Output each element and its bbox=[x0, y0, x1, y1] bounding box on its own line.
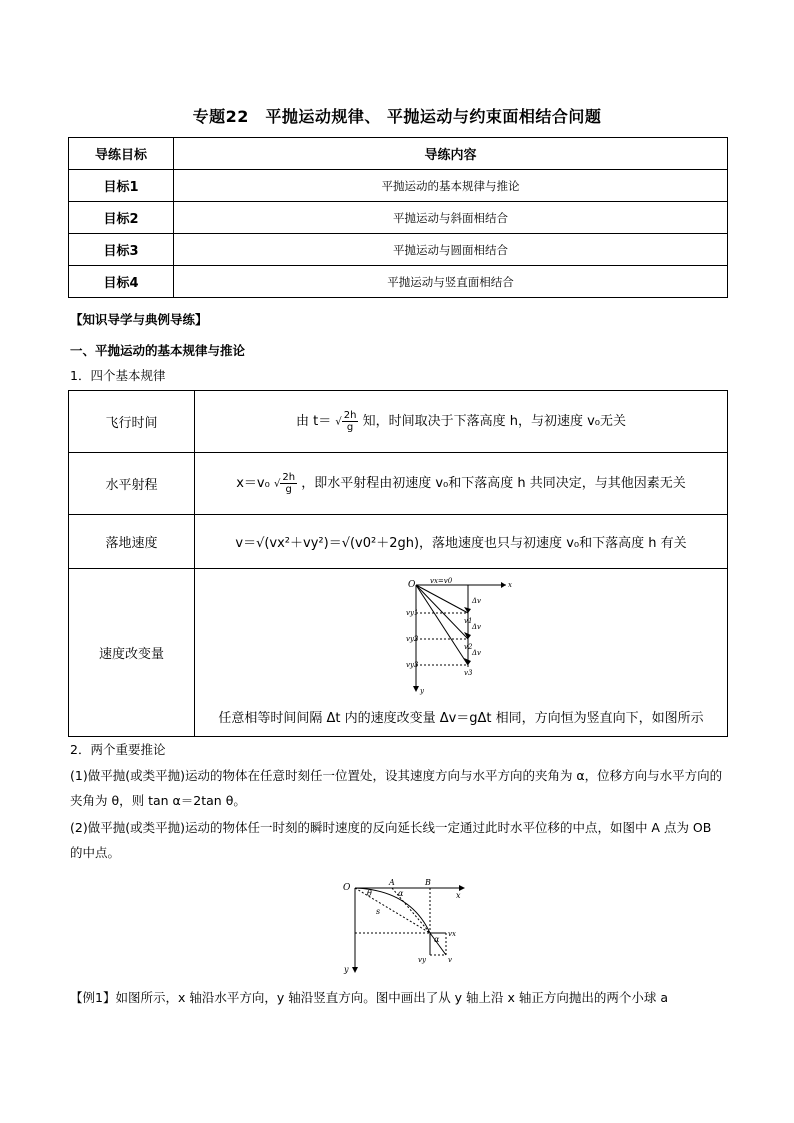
fig1-y: y bbox=[420, 687, 424, 695]
fig1-dv1: Δv bbox=[472, 597, 482, 605]
fig2-s: s bbox=[376, 907, 381, 916]
goal-cell: 目标3 bbox=[69, 234, 174, 266]
inference-2: (2)做平抛(或类平抛)运动的物体任一时刻的瞬时速度的反向延长线一定通过此时水平位移的中点，如图中 A 点为 OB 的中点。 bbox=[70, 820, 712, 860]
frac-denominator: g bbox=[285, 484, 292, 495]
fig1-origin: O bbox=[408, 580, 416, 590]
rule-text-post: 知，时间取决于下落高度 h，与初速度 v₀无关 bbox=[362, 414, 626, 429]
goal-cell: 目标1 bbox=[69, 170, 174, 202]
goal-cell: 目标4 bbox=[69, 266, 174, 298]
fig1-v1: v1 bbox=[464, 617, 473, 625]
sqrt-fraction: √ $\frac{2h}{g}$ bbox=[335, 410, 357, 433]
table-row bbox=[69, 170, 728, 202]
goal-content-cell: 平抛运动与斜面相结合 bbox=[174, 202, 728, 234]
fig2-vy: vy bbox=[418, 956, 426, 964]
table-row bbox=[69, 202, 728, 234]
fig1-caption: 任意相等时间间隔 Δt 内的速度改变量 Δv＝gΔt 相同，方向恒为竖直向下，如图所示 bbox=[218, 711, 704, 726]
rule-content bbox=[195, 391, 728, 453]
inference-figure bbox=[340, 878, 470, 978]
table-row bbox=[69, 515, 728, 569]
fig2-O: O bbox=[343, 883, 351, 893]
table-row bbox=[69, 234, 728, 266]
table-row bbox=[69, 266, 728, 298]
fig2-alpha1: α bbox=[398, 889, 404, 898]
fig1-v3: v3 bbox=[464, 669, 473, 677]
goals-table bbox=[68, 137, 728, 298]
rule-label: 速度改变量 bbox=[69, 569, 195, 737]
fig2-theta: θ bbox=[367, 889, 372, 898]
rule-label: 落地速度 bbox=[69, 515, 195, 569]
sqrt-fraction: √ $\frac{2h}{g}$ bbox=[273, 472, 296, 495]
rule-content bbox=[195, 453, 728, 515]
fig2-vx: vx bbox=[448, 930, 456, 938]
fig2-x: x bbox=[456, 891, 461, 900]
sub2-title: 2．两个重要推论 bbox=[70, 742, 166, 757]
rules-table bbox=[68, 390, 728, 737]
example-1: 【例1】如图所示，x 轴沿水平方向，y 轴沿竖直方向。图中画出了从 y 轴上沿 x 轴正方向抛出的两个小球 a bbox=[70, 990, 669, 1005]
goals-header-col2: 导练内容 bbox=[174, 138, 728, 170]
goal-cell: 目标2 bbox=[69, 202, 174, 234]
fig1-v2: v2 bbox=[464, 643, 473, 651]
table-row bbox=[69, 569, 728, 737]
fig1-dv2: Δv bbox=[472, 623, 482, 631]
sub1-title: 1．四个基本规律 bbox=[70, 368, 166, 383]
frac-numerator: 2h bbox=[343, 410, 357, 421]
rule-text-post: ，即水平射程由初速度 v₀和下落高度 h 共同决定，与其他因素无关 bbox=[301, 476, 686, 491]
fig2-v: v bbox=[448, 956, 452, 964]
table-row bbox=[69, 453, 728, 515]
table-row bbox=[69, 138, 728, 170]
fig1-dv3: Δv bbox=[472, 649, 482, 657]
rule-label: 飞行时间 bbox=[69, 391, 195, 453]
rule-content: v＝√(vx²＋vy²)＝√(v0²＋2gh)，落地速度也只与初速度 v₀和下落高度 h 有关 bbox=[195, 515, 728, 569]
fig2-A: A bbox=[389, 878, 395, 887]
section1-title: 一、平抛运动的基本规律与推论 bbox=[70, 343, 246, 358]
fig1-v-label: vx=v0 bbox=[430, 577, 453, 585]
goals-header-col1: 导练目标 bbox=[69, 138, 174, 170]
velocity-change-figure bbox=[406, 577, 516, 695]
goal-content-cell: 平抛运动与圆面相结合 bbox=[174, 234, 728, 266]
rule-text-pre: x＝v₀ bbox=[236, 476, 270, 491]
fig1-vy1: vy1 bbox=[406, 609, 419, 617]
fig1-vy2: vy2 bbox=[406, 635, 419, 643]
fig1-x: x bbox=[508, 581, 512, 589]
frac-denominator: g bbox=[346, 422, 354, 433]
fig2-alpha2: α bbox=[434, 935, 440, 944]
rule-text-pre: 由 t＝ bbox=[295, 414, 332, 429]
frac-numerator: 2h bbox=[282, 472, 296, 483]
section-header: 【知识导学与典例导练】 bbox=[70, 312, 208, 327]
page-title: 专题22 平抛运动规律、 平抛运动与约束面相结合问题 bbox=[192, 107, 602, 126]
inference-1: (1)做平抛(或类平抛)运动的物体在任意时刻任一位置处，设其速度方向与水平方向的夹角为 α，位移方向与水平方向的夹角为 θ，则 tan α＝2tan θ。 bbox=[70, 768, 723, 808]
table-row bbox=[69, 391, 728, 453]
rule-content bbox=[195, 569, 728, 737]
fig2-B: B bbox=[425, 878, 431, 887]
goal-content-cell: 平抛运动的基本规律与推论 bbox=[174, 170, 728, 202]
rule-label: 水平射程 bbox=[69, 453, 195, 515]
goal-content-cell: 平抛运动与竖直面相结合 bbox=[174, 266, 728, 298]
fig1-vy3: vy3 bbox=[406, 661, 419, 669]
fig2-y: y bbox=[344, 965, 349, 974]
